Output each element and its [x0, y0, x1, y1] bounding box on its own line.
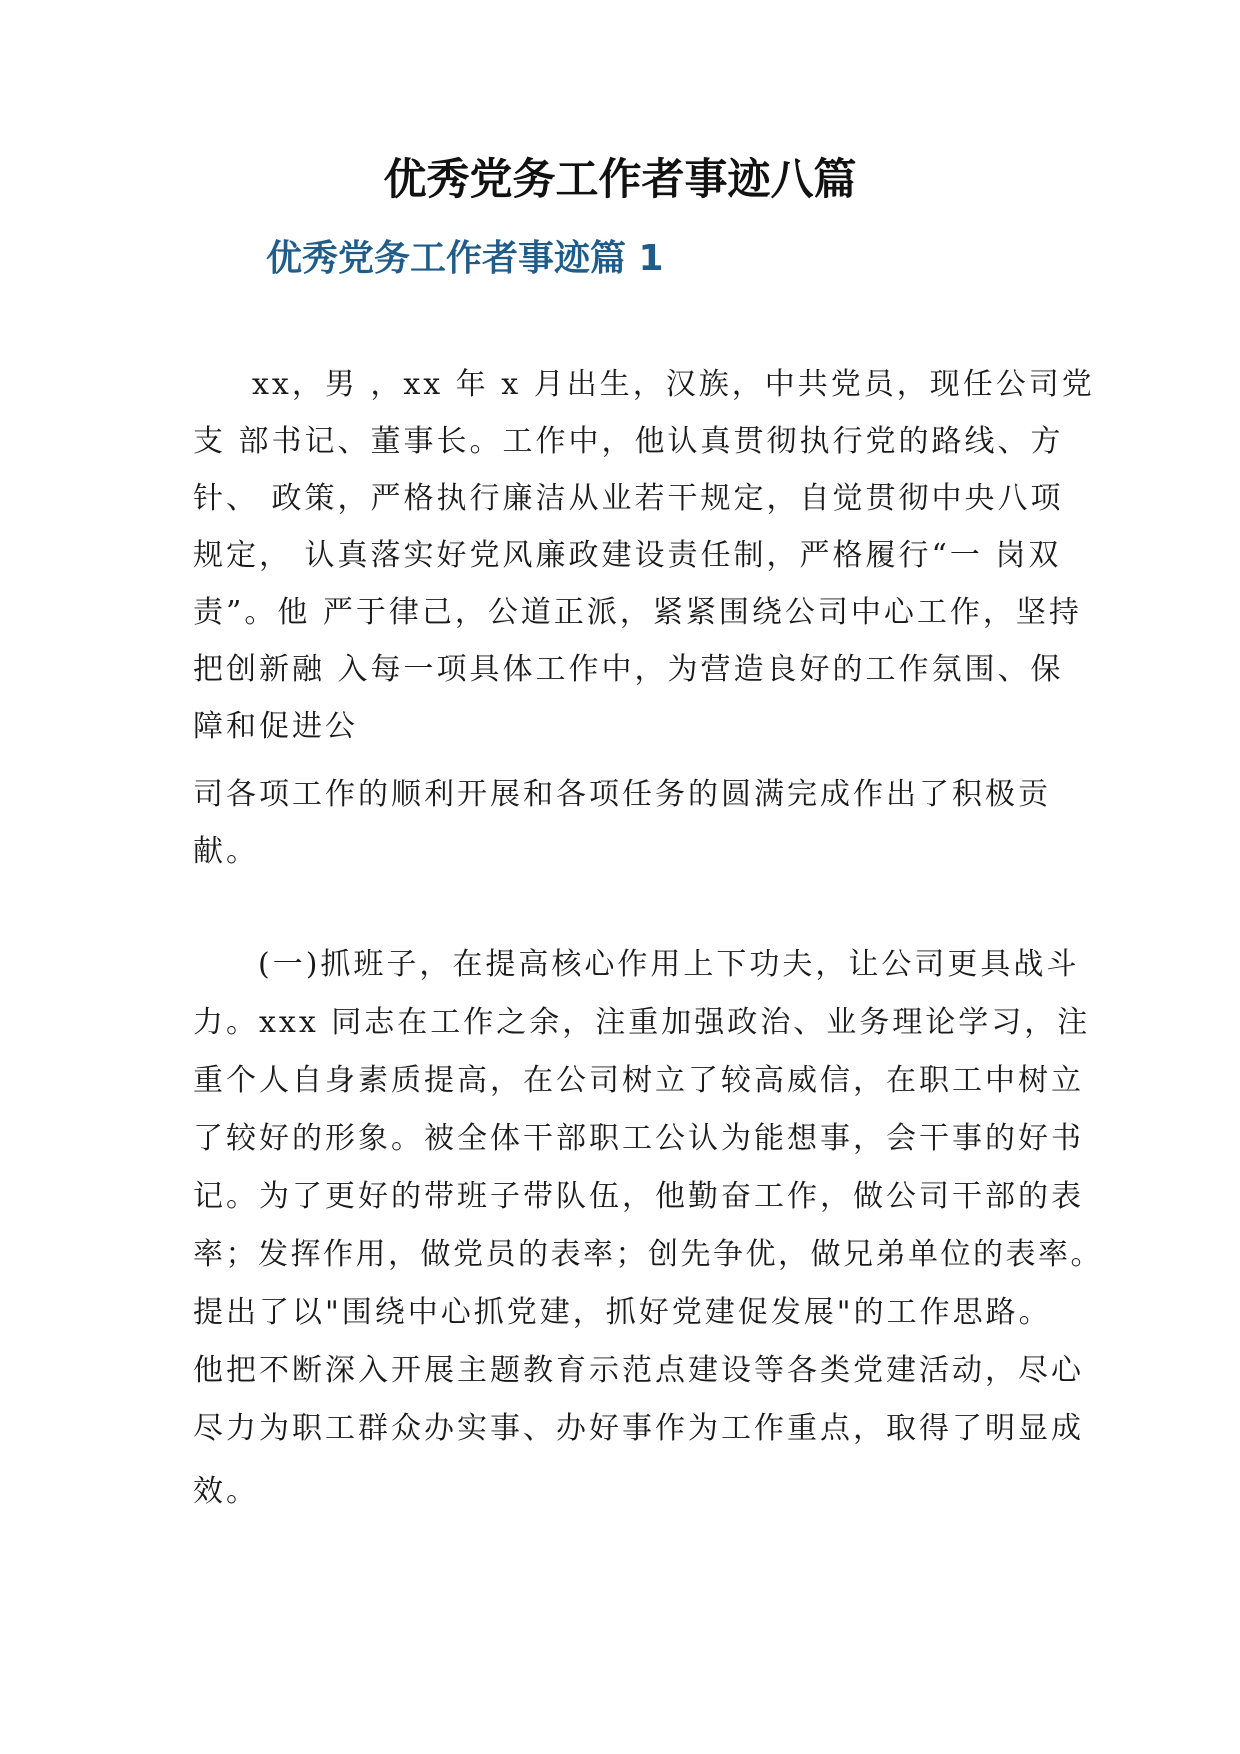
paragraph-line: 效。 — [193, 1474, 259, 1509]
paragraph-line: 率；发挥作用，做党员的表率；创先争优，做兄弟单位的表率。 — [193, 1237, 1103, 1272]
paragraph-line: 司各项工作的顺利开展和各项任务的圆满完成作出了积极贡 — [193, 777, 1051, 812]
paragraph-line: 记。为了更好的带班子带队伍，他勤奋工作，做公司干部的表 — [193, 1179, 1084, 1214]
paragraph-line: 他把不断深入开展主题教育示范点建设等各类党建活动，尽心 — [193, 1353, 1084, 1388]
document-title: 优秀党务工作者事迹八篇 — [383, 155, 857, 205]
paragraph-line: (一)抓班子，在提高核心作用上下功夫，让公司更具战斗 — [258, 947, 1080, 982]
paragraph-line: 责”。他 严于律己，公道正派，紧紧围绕公司中心工作，坚持 — [193, 595, 1082, 630]
paragraph-line: 针、 政策，严格执行廉洁从业若干规定，自觉贯彻中央八项 — [193, 481, 1064, 516]
paragraph-line: 把创新融 入每一项具体工作中，为营造良好的工作氛围、保 — [193, 652, 1064, 687]
paragraph-line: 献。 — [193, 834, 259, 869]
paragraph-line: 支 部书记、董事长。工作中，他认真贯彻执行党的路线、方 — [193, 424, 1064, 459]
paragraph-line: 力。xxx 同志在工作之余，注重加强政治、业务理论学习，注 — [193, 1005, 1091, 1040]
paragraph-line: 重个人自身素质提高，在公司树立了较高威信，在职工中树立 — [193, 1063, 1084, 1098]
paragraph-line: 尽力为职工群众办实事、办好事作为工作重点，取得了明显成 — [193, 1411, 1084, 1446]
paragraph-line: 提出了以"围绕中心抓党建，抓好党建促发展"的工作思路。 — [193, 1295, 1052, 1330]
section-heading: 优秀党务工作者事迹篇 1 — [266, 238, 664, 279]
paragraph-line: xx，男 ，xx 年 x 月出生，汉族，中共党员，现任公司党 — [252, 367, 1095, 402]
paragraph-line: 了较好的形象。被全体干部职工公认为能想事，会干事的好书 — [193, 1121, 1084, 1156]
paragraph-line: 障和促进公 — [193, 709, 358, 744]
paragraph-line: 规定， 认真落实好党风廉政建设责任制，严格履行“一 岗双 — [193, 538, 1062, 573]
